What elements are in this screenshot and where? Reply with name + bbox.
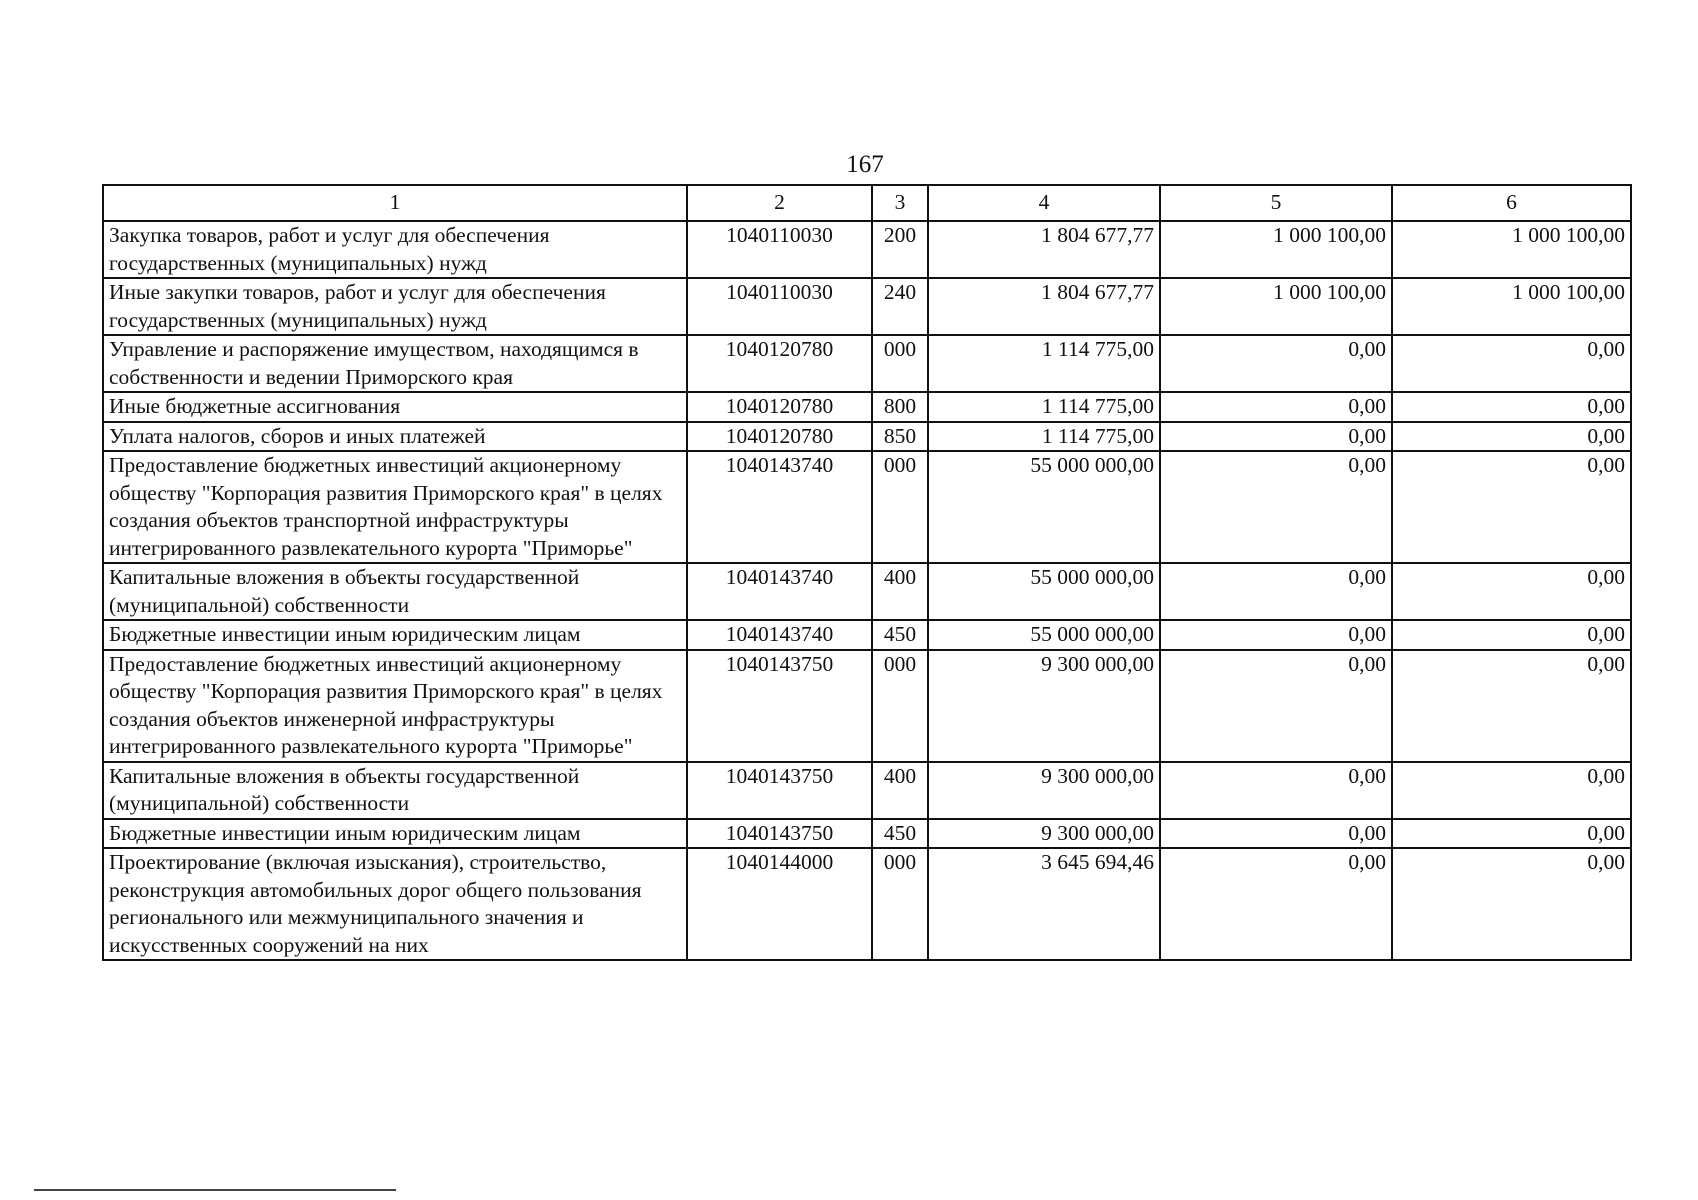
amount-col5: 0,00	[1160, 762, 1392, 819]
amount-col4: 1 804 677,77	[928, 221, 1160, 278]
expense-type-code: 000	[872, 848, 928, 960]
amount-col6: 0,00	[1392, 451, 1631, 563]
column-header: 4	[928, 185, 1160, 221]
amount-col4: 1 114 775,00	[928, 392, 1160, 422]
amount-col5: 0,00	[1160, 563, 1392, 620]
amount-col4: 55 000 000,00	[928, 563, 1160, 620]
item-name: Предоставление бюджетных инвестиций акционерному обществу "Корпорация развития Приморского края" в целях создания объектов инженерной инфраструктуры интегрированного развлекательного курорта "Приморье"	[103, 650, 687, 762]
amount-col6: 0,00	[1392, 422, 1631, 452]
page-number: 167	[846, 151, 884, 178]
amount-col4: 55 000 000,00	[928, 620, 1160, 650]
expense-type-code: 400	[872, 762, 928, 819]
table-row	[103, 848, 1631, 960]
amount-col6: 0,00	[1392, 620, 1631, 650]
expense-type-code: 000	[872, 335, 928, 392]
amount-col4: 9 300 000,00	[928, 819, 1160, 849]
amount-col6: 0,00	[1392, 650, 1631, 762]
target-article-code: 1040143750	[687, 819, 872, 849]
footer-divider	[34, 1189, 396, 1191]
expense-type-code: 450	[872, 819, 928, 849]
amount-col6: 0,00	[1392, 848, 1631, 960]
column-header: 3	[872, 185, 928, 221]
target-article-code: 1040143740	[687, 451, 872, 563]
table-row	[103, 620, 1631, 650]
amount-col4: 9 300 000,00	[928, 650, 1160, 762]
table-row	[103, 563, 1631, 620]
table-row	[103, 650, 1631, 762]
table-row	[103, 451, 1631, 563]
amount-col5: 0,00	[1160, 819, 1392, 849]
expense-type-code: 850	[872, 422, 928, 452]
amount-col5: 0,00	[1160, 650, 1392, 762]
item-name: Проектирование (включая изыскания), строительство, реконструкция автомобильных дорог общего пользования регионального или межмуниципального значения и искусственных сооружений на них	[103, 848, 687, 960]
item-name: Иные бюджетные ассигнования	[103, 392, 687, 422]
amount-col6: 0,00	[1392, 762, 1631, 819]
amount-col4: 9 300 000,00	[928, 762, 1160, 819]
expense-type-code: 000	[872, 451, 928, 563]
amount-col5: 0,00	[1160, 620, 1392, 650]
amount-col4: 1 114 775,00	[928, 422, 1160, 452]
target-article-code: 1040120780	[687, 422, 872, 452]
expense-type-code: 240	[872, 278, 928, 335]
table-row	[103, 422, 1631, 452]
amount-col5: 1 000 100,00	[1160, 221, 1392, 278]
item-name: Иные закупки товаров, работ и услуг для обеспечения государственных (муниципальных) нужд	[103, 278, 687, 335]
amount-col4: 1 804 677,77	[928, 278, 1160, 335]
column-header: 1	[103, 185, 687, 221]
column-header: 6	[1392, 185, 1631, 221]
expense-type-code: 450	[872, 620, 928, 650]
expense-type-code: 000	[872, 650, 928, 762]
amount-col5: 0,00	[1160, 335, 1392, 392]
expense-type-code: 400	[872, 563, 928, 620]
item-name: Предоставление бюджетных инвестиций акционерному обществу "Корпорация развития Приморского края" в целях создания объектов транспортной инфраструктуры интегрированного развлекательного курорта "Приморье"	[103, 451, 687, 563]
amount-col5: 0,00	[1160, 451, 1392, 563]
budget-table	[102, 184, 1632, 961]
table-row	[103, 278, 1631, 335]
target-article-code: 1040120780	[687, 392, 872, 422]
header-row	[103, 185, 1631, 221]
amount-col5: 0,00	[1160, 422, 1392, 452]
amount-col4: 1 114 775,00	[928, 335, 1160, 392]
amount-col6: 0,00	[1392, 392, 1631, 422]
target-article-code: 1040110030	[687, 221, 872, 278]
expense-type-code: 200	[872, 221, 928, 278]
target-article-code: 1040143740	[687, 563, 872, 620]
amount-col6: 1 000 100,00	[1392, 221, 1631, 278]
item-name: Капитальные вложения в объекты государственной (муниципальной) собственности	[103, 563, 687, 620]
table-row	[103, 762, 1631, 819]
amount-col6: 0,00	[1392, 563, 1631, 620]
amount-col4: 3 645 694,46	[928, 848, 1160, 960]
amount-col4: 55 000 000,00	[928, 451, 1160, 563]
item-name: Бюджетные инвестиции иным юридическим лицам	[103, 819, 687, 849]
amount-col5: 1 000 100,00	[1160, 278, 1392, 335]
table-row	[103, 221, 1631, 278]
column-header: 2	[687, 185, 872, 221]
amount-col6: 0,00	[1392, 335, 1631, 392]
amount-col6: 0,00	[1392, 819, 1631, 849]
table-row	[103, 819, 1631, 849]
target-article-code: 1040144000	[687, 848, 872, 960]
column-header: 5	[1160, 185, 1392, 221]
target-article-code: 1040143740	[687, 620, 872, 650]
amount-col5: 0,00	[1160, 392, 1392, 422]
item-name: Управление и распоряжение имуществом, находящимся в собственности и ведении Приморского края	[103, 335, 687, 392]
table-row	[103, 392, 1631, 422]
item-name: Капитальные вложения в объекты государственной (муниципальной) собственности	[103, 762, 687, 819]
target-article-code: 1040120780	[687, 335, 872, 392]
target-article-code: 1040110030	[687, 278, 872, 335]
expense-type-code: 800	[872, 392, 928, 422]
item-name: Бюджетные инвестиции иным юридическим лицам	[103, 620, 687, 650]
amount-col5: 0,00	[1160, 848, 1392, 960]
item-name: Уплата налогов, сборов и иных платежей	[103, 422, 687, 452]
target-article-code: 1040143750	[687, 650, 872, 762]
table-row	[103, 335, 1631, 392]
target-article-code: 1040143750	[687, 762, 872, 819]
amount-col6: 1 000 100,00	[1392, 278, 1631, 335]
item-name: Закупка товаров, работ и услуг для обеспечения государственных (муниципальных) нужд	[103, 221, 687, 278]
